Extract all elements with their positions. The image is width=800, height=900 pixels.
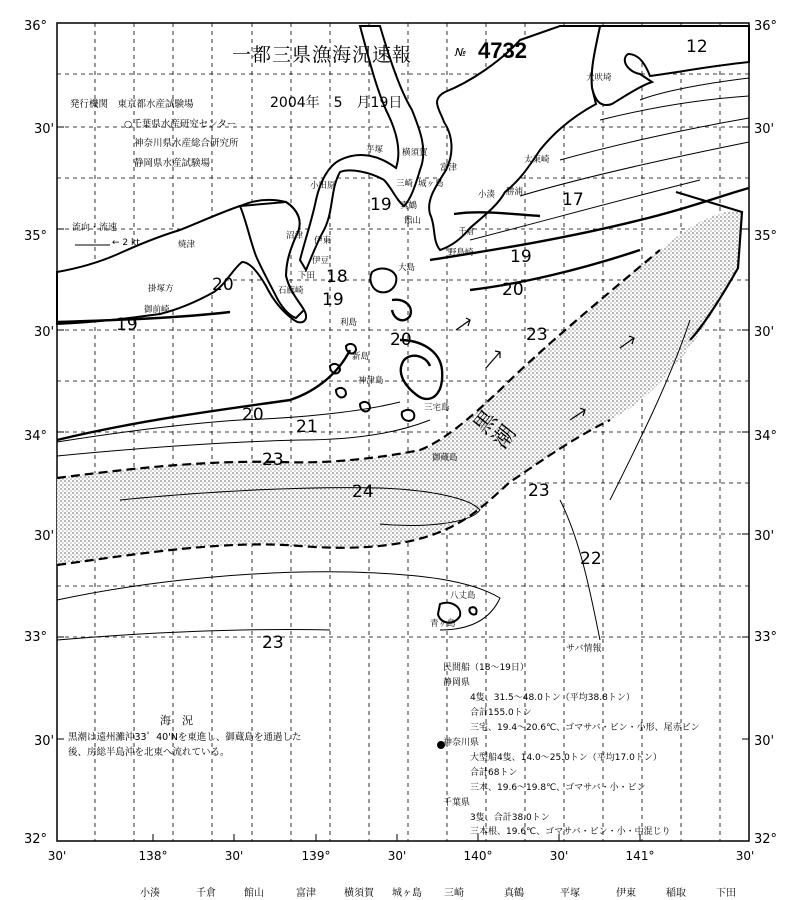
t22-label: 22	[580, 549, 602, 569]
fishing-line-10: 千葉県	[443, 798, 471, 808]
place-taitozaki: 太東崎	[524, 155, 550, 165]
t20-south-label: 20	[242, 405, 264, 425]
place-tateyama: 館山	[404, 216, 422, 226]
place-yokosuka: 横須賀	[402, 148, 428, 158]
bottom-label-7: 三崎	[444, 888, 464, 899]
fishing-line-9: 三本、19.6～19.8℃、ゴマサバ・小・ビン	[470, 783, 646, 793]
place-chikura: 千倉	[458, 227, 476, 237]
place-irozaki: 石廊崎	[278, 286, 304, 296]
lat-34-right: 34°	[754, 429, 778, 444]
t19-bay-label: 19	[370, 195, 392, 215]
fishing-line-3: 4隻、31.5～48.0トン（平均38.8トン）	[470, 693, 635, 703]
place-numazu: 沼津	[286, 231, 304, 241]
issue-number: 4732	[478, 38, 527, 63]
lon-141: 141°	[625, 849, 655, 863]
place-kakegawa: 掛塚方	[148, 284, 174, 294]
bottom-label-2: 千倉	[196, 888, 216, 899]
lon-139-30: 30'	[387, 849, 407, 863]
bottom-label-11: 稲取	[666, 888, 686, 899]
fishing-line-6: 神奈川県	[443, 738, 480, 748]
lon-141-30: 30'	[735, 849, 755, 863]
t18-label: 18	[326, 267, 348, 287]
bottom-label-1: 小湊	[140, 888, 160, 899]
lat-3430-left: 30'	[34, 325, 55, 340]
lat-3530-right: 30'	[754, 122, 775, 137]
institution-4: 静岡県水産試験場	[134, 158, 211, 169]
bottom-label-10: 伊東	[616, 888, 636, 899]
place-futtsu: 富津	[440, 163, 458, 173]
t19-west-label: 19	[116, 315, 138, 335]
lon-140-30: 30'	[549, 849, 569, 863]
place-hiratsuka: 平塚	[366, 145, 384, 155]
fishing-line-12: 三本根、19.6℃、ゴマサバ・ビン・小・中混じり	[470, 827, 671, 837]
bottom-label-4: 富津	[296, 888, 316, 899]
institution-3: 神奈川県水産総合研究所	[134, 138, 239, 149]
place-kozushima: 神津島	[358, 376, 384, 386]
lat-32-left: 32°	[24, 832, 48, 847]
lon-138: 138°	[138, 849, 168, 863]
t17-label: 17	[562, 190, 584, 210]
place-kominato: 小湊	[478, 190, 496, 200]
lon-139: 139°	[301, 849, 331, 863]
bottom-station-row	[0, 884, 800, 900]
lat-36-left: 36°	[24, 19, 48, 34]
t23-se-label: 23	[528, 481, 550, 501]
place-aogashima: 青ヶ島	[430, 619, 456, 629]
place-toshima: 利島	[340, 318, 358, 328]
bottom-label-12: 下田	[716, 888, 736, 899]
place-izu: 伊豆	[312, 256, 330, 266]
lat-35-left: 35°	[24, 229, 48, 244]
flow-legend-label: 流向・流速	[72, 223, 118, 233]
fishing-line-1: 民間船（18～19日）	[443, 663, 529, 673]
lat-32-right: 32°	[754, 832, 778, 847]
lat-3230-left: 30'	[34, 734, 55, 749]
report-title: 一都三県漁海況速報	[232, 44, 413, 66]
t23-south-label: 23	[262, 633, 284, 653]
conditions-title: 海 況	[160, 714, 193, 727]
place-manazuru: 真鶴	[400, 201, 418, 211]
lat-3330-right: 30'	[754, 529, 775, 544]
t20-west-label: 20	[212, 275, 234, 295]
lon-labels	[48, 849, 755, 863]
island-mikura	[402, 410, 415, 421]
institution-2: ○千葉県水産研究センター	[124, 119, 237, 130]
fishing-line-7: 大型船4隻、14.0～25.0トン（平均17.0トン）	[470, 753, 662, 763]
lat-34-left: 34°	[24, 429, 48, 444]
place-niijima: 新島	[352, 352, 370, 362]
place-omaezaki: 御前崎	[144, 305, 170, 315]
t19-east-label: 19	[510, 247, 532, 267]
island-oshima	[370, 269, 396, 293]
lon-138-30: 30'	[224, 849, 244, 863]
place-jogashima: 城ヶ島	[418, 179, 444, 189]
place-odawara: 小田原	[310, 181, 336, 191]
bottom-label-5: 横須賀	[344, 888, 374, 899]
flow-legend-speed: ← 2 kt	[112, 238, 140, 248]
lat-3430-right: 30'	[754, 325, 775, 340]
lat-33-right: 33°	[754, 630, 778, 645]
t21-label: 21	[296, 417, 318, 437]
place-mikurajima: 御蔵島	[432, 453, 458, 463]
lat-3230-right: 30'	[754, 734, 775, 749]
bottom-label-8: 真鶴	[504, 888, 524, 899]
bottom-label-6: 城ヶ島	[392, 888, 422, 899]
fishing-line-5: 三宅、19.4～20.6℃、ゴマサバ・ビン・小形、尾赤ビン	[470, 723, 700, 733]
fishing-line-4: 合計155.0トン	[470, 708, 532, 718]
place-shimoda: 下田	[298, 271, 316, 281]
t23-west-label: 23	[262, 450, 284, 470]
place-katsuura: 勝浦	[506, 187, 524, 197]
t12-label: 12	[686, 37, 708, 57]
lat-3330-left: 30'	[34, 529, 55, 544]
t19-izu-label: 19	[322, 290, 344, 310]
place-nojimazaki: 野島崎	[448, 248, 474, 258]
place-miyakejima: 三宅島	[424, 403, 450, 413]
place-inubozaki: 犬吠埼	[586, 73, 612, 83]
t23-east-label: 23	[526, 325, 548, 345]
report-date: 2004年 5 月19日	[270, 95, 403, 111]
place-ito: 伊東	[314, 236, 332, 246]
fishing-line-11: 3隻、合計38.0トン	[470, 813, 550, 823]
lon-137-30: 30'	[47, 849, 67, 863]
place-misakiko: 三崎	[396, 179, 414, 189]
issue-label: №	[455, 46, 467, 59]
t20-east-label: 20	[502, 280, 524, 300]
lat-36-right: 36°	[754, 19, 778, 34]
t20-izu-label: 20	[390, 330, 412, 350]
lon-140: 140°	[463, 849, 493, 863]
fishing-line-8: 合計68トン	[470, 768, 518, 778]
lat-3530-left: 30'	[34, 122, 55, 137]
fishing-line-2: 静岡県	[443, 678, 471, 688]
bottom-label-3: 館山	[244, 888, 264, 899]
place-yaizu: 焼津	[178, 240, 196, 250]
conditions-text: 黒潮は遠州灘沖33゜40'Nを東進し、御蔵島を通過した後、房総半島沖を北東へ流れている。	[68, 732, 302, 758]
lat-33-left: 33°	[24, 630, 48, 645]
place-hachijojima: 八丈島	[450, 591, 476, 601]
bottom-label-9: 平塚	[560, 888, 580, 899]
fishing-title: サバ情報	[566, 644, 602, 654]
t24-label: 24	[352, 482, 374, 502]
place-oshima: 大島	[398, 263, 416, 273]
kuroshio-label: 黒潮	[469, 406, 522, 454]
institution-1: 発行機関 東京都水産試験場	[70, 99, 194, 110]
lat-35-right: 35°	[754, 229, 778, 244]
land-boso-peninsula	[592, 26, 749, 105]
